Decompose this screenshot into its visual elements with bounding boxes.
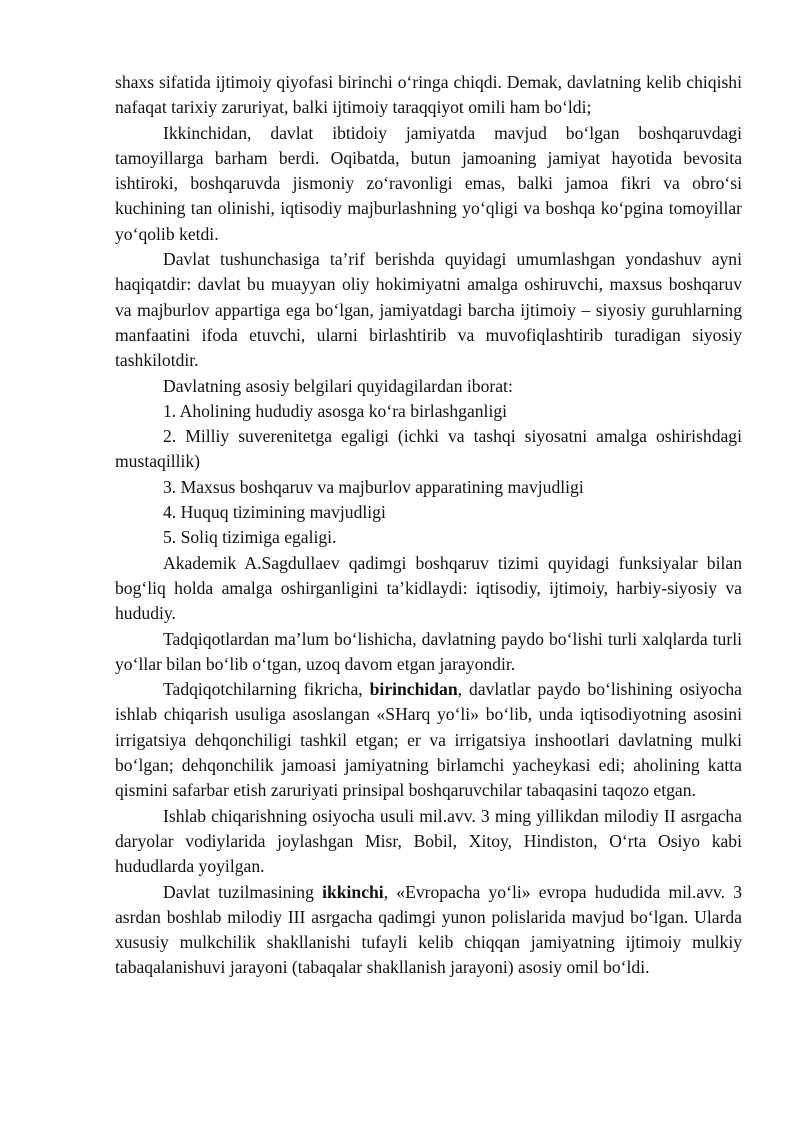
- paragraph: [115, 804, 742, 880]
- paragraph: [115, 247, 742, 373]
- paragraph: [115, 500, 742, 525]
- paragraph: [115, 70, 742, 121]
- paragraph-text: Davlatning asosiy belgilari quyidagilardan iborat:: [163, 375, 513, 396]
- paragraph: [115, 677, 742, 803]
- paragraph-text: , davlatlar paydo bo‘lishining osiyocha ishlab chiqarish usuliga asoslangan «SHarq yo‘li» bo‘lib, unda iqtisodiyotning asosini irrigatsiya dehqonchiligi tashkil etgan; er va irrigatsiya inshootlari davlatning mulki bo‘lgan; dehqonchilik jamoasi jamiyatning birlamchi yacheykasi edi; aholining katta qismini safarbar etish zaruriyati prinsipal boshqaruvchilar tabaqasini taqozo etgan.: [115, 679, 742, 801]
- paragraph: [115, 551, 742, 627]
- document-page: [115, 70, 742, 981]
- paragraph-text: Ishlab chiqarishning osiyocha usuli mil.avv. 3 ming yillikdan milodiy II asrgacha daryolar vodiylarida joylashgan Misr, Bobil, Xitoy, Hindiston, O‘rta Osiyo kabi hududlarda yoyilgan.: [115, 805, 742, 877]
- paragraph: [115, 627, 742, 678]
- bold-term: ikkinchi: [322, 881, 384, 902]
- paragraph-text: Tadqiqotlardan ma’lum bo‘lishicha, davlatning paydo bo‘lishi turli xalqlarda turli yo‘llar bilan bo‘lib o‘tgan, uzoq davom etgan jarayondir.: [115, 628, 742, 674]
- paragraph: [115, 475, 742, 500]
- paragraph-text: 2. Milliy suverenitetga egaligi (ichki va tashqi siyosatni amalga oshirishdagi mustaqillik): [115, 426, 742, 472]
- paragraph: [115, 399, 742, 424]
- paragraph-text: 3. Maxsus boshqaruv va majburlov apparatining mavjudligi: [163, 476, 584, 497]
- paragraph-text: Davlat tuzilmasining: [163, 881, 323, 902]
- paragraph: [115, 525, 742, 550]
- paragraph: [115, 121, 742, 247]
- paragraph-text: 5. Soliq tizimiga egaligi.: [163, 527, 337, 548]
- paragraph-text: Davlat tushunchasiga ta’rif berishda quyidagi umumlashgan yondashuv ayni haqiqatdir: davlat bu muayyan oliy hokimiyatni amalga oshiruvchi, maxsus boshqaruv va majburlov appartiga ega bo‘lgan, jamiyatdagi barcha ijtimoiy – siyosiy guruhlarning manfaatini ifoda etuvchi, ularni birlashtirib va muvofiqlashtirib turadigan siyosiy tashkilotdir.: [115, 249, 742, 371]
- paragraph-text: 1. Aholining hududiy asosga ko‘ra birlashganligi: [163, 400, 508, 421]
- paragraph-text: , «Evropacha yo‘li» evropa hududida mil.avv. 3 asrdan boshlab milodiy III asrgacha qadimgi yunon polislarida mavjud bo‘lgan. Ularda xususiy mulkchilik shakllanishi tufayli kelib chiqqan jamiyatning ijtimoiy mulkiy tabaqalanishuvi jarayoni (tabaqalar shakllanish jarayoni) asosiy omil bo‘ldi.: [115, 881, 742, 978]
- paragraph-text: Tadqiqotchilarning fikricha,: [163, 679, 370, 700]
- paragraph: [115, 374, 742, 399]
- paragraph-text: Akademik A.Sagdullaev qadimgi boshqaruv tizimi quyidagi funksiyalar bilan bog‘liq holda amalga oshirganligini ta’kidlaydi: iqtisodiy, ijtimoiy, harbiy-siyosiy va hududiy.: [115, 552, 742, 624]
- paragraph: [115, 880, 742, 981]
- paragraph-text: Ikkinchidan, davlat ibtidoiy jamiyatda mavjud bo‘lgan boshqaruvdagi tamoyillarga barham berdi. Oqibatda, butun jamoaning jamiyat hayotida bevosita ishtiroki, boshqaruvda jismoniy zo‘ravonligi emas, balki jamoa fikri va obro‘si kuchining tan olinishi, iqtisodiy majburlashning yo‘qligi va boshqa ko‘pgina tomoyillar yo‘qolib ketdi.: [115, 122, 742, 244]
- paragraph-text: shaxs sifatida ijtimoiy qiyofasi birinchi o‘ringa chiqdi. Demak, davlatning kelib chiqishi nafaqat tarixiy zaruriyat, balki ijtimoiy taraqqiyot omili ham bo‘ldi;: [115, 72, 742, 118]
- bold-term: birinchidan: [369, 679, 458, 700]
- paragraph-text: 4. Huquq tizimining mavjudligi: [163, 502, 386, 523]
- paragraph: [115, 424, 742, 475]
